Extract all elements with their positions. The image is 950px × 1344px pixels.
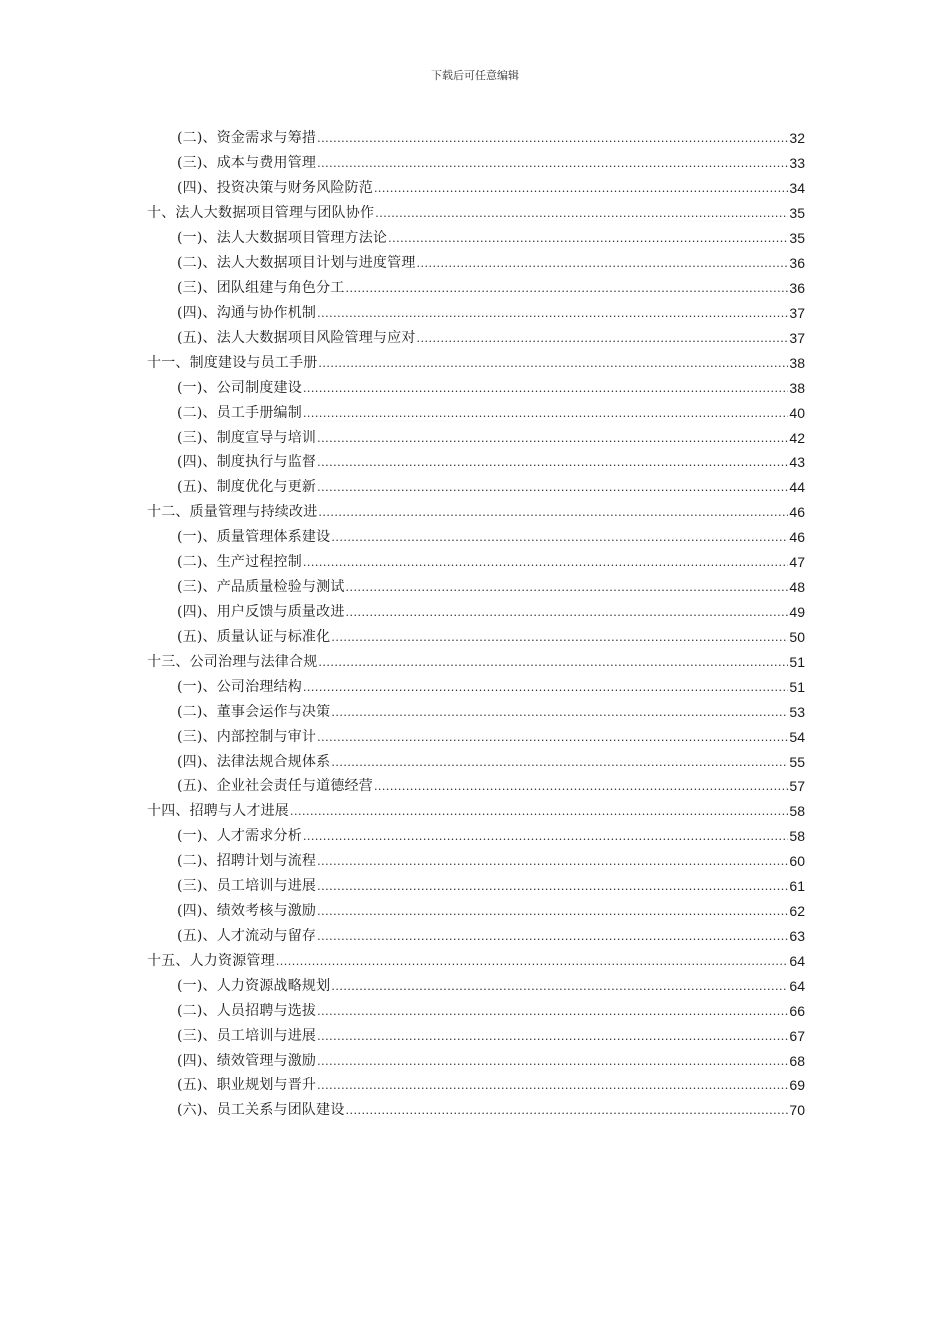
toc-page-number: 67 [789,1027,805,1044]
toc-entry-title: (五)、制度优化与更新 [177,479,317,496]
toc-entry-title: (一)、法人大数据项目管理方法论 [177,230,388,247]
toc-entry-line [177,555,805,569]
toc-page-number: 60 [789,853,805,870]
toc-page-number: 70 [789,1102,805,1119]
toc-section-entry[interactable] [0,899,950,924]
toc-dot-leader [317,1006,788,1017]
toc-page-number: 37 [789,329,805,346]
toc-entry-line [177,580,805,594]
toc-page-number: 49 [789,603,805,620]
toc-section-entry[interactable] [0,624,950,649]
toc-section-entry[interactable] [0,1048,950,1073]
toc-section-entry[interactable] [0,998,950,1023]
toc-page-number: 58 [789,803,805,820]
toc-entry-line [177,1054,805,1068]
toc-section-entry[interactable] [0,400,950,425]
toc-entry-title: (二)、员工手册编制 [177,404,302,421]
toc-entry-title: (五)、职业规划与晋升 [177,1077,317,1094]
toc-entry-title: (五)、企业社会责任与道德经营 [177,778,373,795]
toc-dot-leader [318,358,788,369]
toc-chapter-entry[interactable] [0,649,950,674]
toc-section-entry[interactable] [0,1098,950,1123]
toc-dot-leader [375,208,788,219]
toc-page-number: 64 [789,977,805,994]
toc-entry-line [177,281,805,295]
toc-entry-title: 十三、公司治理与法律合规 [147,653,318,670]
toc-entry-line [177,1004,805,1018]
toc-page-number: 58 [789,828,805,845]
toc-entry-title: (五)、人才流动与留存 [177,927,317,944]
toc-entry-title: (四)、沟通与协作机制 [177,304,317,321]
toc-section-entry[interactable] [0,325,950,350]
toc-section-entry[interactable] [0,450,950,475]
page-header: 下载后可任意编辑 [431,69,519,82]
toc-entry-title: (四)、投资决策与财务风险防范 [177,180,373,197]
toc-entry-title: (二)、生产过程控制 [177,554,302,571]
toc-page-number: 51 [789,678,805,695]
toc-section-entry[interactable] [0,724,950,749]
toc-entry-title: (三)、产品质量检验与测试 [177,579,345,596]
toc-entry-title: 十四、招聘与人才进展 [147,803,289,820]
toc-page-number: 33 [789,155,805,172]
toc-entry-line [177,854,805,868]
toc-dot-leader [290,806,788,817]
toc-dot-leader [331,632,788,643]
toc-entry-title: (二)、人员招聘与选拔 [177,1002,317,1019]
toc-section-entry[interactable] [0,550,950,575]
toc-section-entry[interactable] [0,300,950,325]
toc-entry-title: 十二、质量管理与持续改进 [147,504,318,521]
toc-dot-leader [303,682,788,693]
toc-dot-leader [317,931,788,942]
toc-entry-title: (二)、董事会运作与决策 [177,703,331,720]
toc-entry-title: (三)、员工培训与进展 [177,878,317,895]
toc-section-entry[interactable] [0,1073,950,1098]
toc-dot-leader [374,183,788,194]
toc-page-number: 66 [789,1002,805,1019]
toc-section-entry[interactable] [0,425,950,450]
toc-entry-title: (一)、人才需求分析 [177,828,302,845]
toc-dot-leader [331,981,788,992]
toc-entry-line [147,356,805,370]
toc-section-entry[interactable] [0,251,950,276]
toc-page-number: 57 [789,778,805,795]
toc-dot-leader [417,333,789,344]
toc-entry-line [177,480,805,494]
toc-section-entry[interactable] [0,699,950,724]
toc-entry-line [177,231,805,245]
toc-entry-title: (六)、员工关系与团队建设 [177,1102,345,1119]
toc-entry-line [177,156,805,170]
toc-section-entry[interactable] [0,151,950,176]
toc-entry-line [177,131,805,145]
toc-dot-leader [331,707,788,718]
toc-dot-leader [303,383,788,394]
toc-dot-leader [303,557,788,568]
toc-dot-leader [276,956,789,967]
toc-entry-title: (二)、法人大数据项目计划与进度管理 [177,255,416,272]
toc-dot-leader [317,1031,788,1042]
toc-entry-title: (一)、公司制度建设 [177,379,302,396]
toc-dot-leader [331,532,788,543]
toc-section-entry[interactable] [0,774,950,799]
toc-page-number: 53 [789,703,805,720]
toc-dot-leader [346,283,789,294]
toc-page-number: 55 [789,753,805,770]
toc-dot-leader [317,158,788,169]
toc-page-number: 36 [789,255,805,272]
toc-section-entry[interactable] [0,874,950,899]
toc-entry-title: 十一、制度建设与员工手册 [147,354,318,371]
toc-page-number: 63 [789,927,805,944]
toc-entry-line [147,954,805,968]
toc-page-number: 54 [789,728,805,745]
toc-entry-line [177,1103,805,1117]
toc-entry-line [177,929,805,943]
toc-dot-leader [388,233,788,244]
toc-section-entry[interactable] [0,1023,950,1048]
toc-section-entry[interactable] [0,575,950,600]
toc-entry-line [177,306,805,320]
toc-page-number: 44 [789,479,805,496]
toc-dot-leader [331,757,788,768]
toc-section-entry[interactable] [0,276,950,301]
toc-entry-line [177,431,805,445]
toc-chapter-entry[interactable] [0,948,950,973]
toc-page-number: 47 [789,554,805,571]
toc-section-entry[interactable] [0,824,950,849]
toc-entry-line [147,206,805,220]
toc-page-number: 61 [789,878,805,895]
toc-page-number: 69 [789,1077,805,1094]
toc-dot-leader [317,457,788,468]
toc-entry-title: (五)、法人大数据项目风险管理与应对 [177,329,416,346]
toc-entry-title: (四)、法律法规合规体系 [177,753,331,770]
toc-entry-title: (三)、制度宣导与培训 [177,429,317,446]
toc-entry-title: (五)、质量认证与标准化 [177,628,331,645]
toc-entry-line [177,979,805,993]
toc-chapter-entry[interactable] [0,201,950,226]
toc-entry-title: (三)、内部控制与审计 [177,728,317,745]
toc-entry-title: 十、法人大数据项目管理与团队协作 [147,205,375,222]
toc-entry-title: (二)、招聘计划与流程 [177,853,317,870]
toc-entry-line [177,605,805,619]
toc-entry-line [177,630,805,644]
toc-section-entry[interactable] [0,674,950,699]
toc-section-entry[interactable] [0,375,950,400]
toc-entry-line [177,705,805,719]
toc-entry-line [177,455,805,469]
toc-dot-leader [317,433,788,444]
toc-entry-line [177,406,805,420]
toc-page-number: 36 [789,279,805,296]
toc-dot-leader [346,1105,789,1116]
toc-entry-line [147,804,805,818]
toc-page-number: 37 [789,304,805,321]
toc-entry-line [177,829,805,843]
toc-dot-leader [317,482,788,493]
toc-entry-line [177,381,805,395]
toc-entry-title: (三)、员工培训与进展 [177,1027,317,1044]
toc-section-entry[interactable] [0,849,950,874]
toc-entry-title: (四)、用户反馈与质量改进 [177,603,345,620]
toc-page-number: 42 [789,429,805,446]
toc-chapter-entry[interactable] [0,350,950,375]
toc-dot-leader [303,831,788,842]
toc-entry-title: 十五、人力资源管理 [147,952,275,969]
toc-section-entry[interactable] [0,126,950,151]
toc-dot-leader [318,657,788,668]
toc-page-number: 40 [789,404,805,421]
toc-entry-title: (一)、人力资源战略规划 [177,977,331,994]
toc-entry-line [177,904,805,918]
toc-section-entry[interactable] [0,600,950,625]
toc-page-number: 38 [789,354,805,371]
toc-page-number: 38 [789,379,805,396]
toc-entry-title: (一)、质量管理体系建设 [177,529,331,546]
toc-page-number: 35 [789,205,805,222]
toc-dot-leader [317,308,788,319]
toc-entry-line [177,331,805,345]
toc-section-entry[interactable] [0,749,950,774]
toc-entry-title: (三)、成本与费用管理 [177,155,317,172]
toc-section-entry[interactable] [0,973,950,998]
toc-section-entry[interactable] [0,226,950,251]
toc-section-entry[interactable] [0,924,950,949]
toc-dot-leader [317,133,788,144]
toc-section-entry[interactable] [0,525,950,550]
toc-entry-line [177,181,805,195]
toc-dot-leader [346,607,789,618]
toc-page-number: 43 [789,454,805,471]
toc-chapter-entry[interactable] [0,799,950,824]
toc-page-number: 34 [789,180,805,197]
toc-dot-leader [346,582,789,593]
toc-dot-leader [374,781,788,792]
toc-chapter-entry[interactable] [0,500,950,525]
toc-dot-leader [317,1080,788,1091]
toc-dot-leader [318,507,788,518]
toc-entry-line [177,779,805,793]
toc-dot-leader [317,1056,788,1067]
toc-entry-line [177,680,805,694]
toc-dot-leader [317,732,788,743]
toc-entry-title: (三)、团队组建与角色分工 [177,279,345,296]
toc-entry-title: (一)、公司治理结构 [177,678,302,695]
toc-page-number: 32 [789,130,805,147]
toc-page-number: 48 [789,579,805,596]
toc-dot-leader [317,881,788,892]
toc-entry-line [147,655,805,669]
toc-entry-line [177,256,805,270]
toc-dot-leader [317,856,788,867]
toc-dot-leader [303,408,788,419]
toc-page-number: 46 [789,504,805,521]
toc-entry-line [177,879,805,893]
toc-page-number: 46 [789,529,805,546]
toc-page-number: 51 [789,653,805,670]
toc-section-entry[interactable] [0,475,950,500]
toc-page-number: 35 [789,230,805,247]
toc-entry-title: (四)、制度执行与监督 [177,454,317,471]
toc-dot-leader [417,258,789,269]
toc-section-entry[interactable] [0,176,950,201]
toc-page-number: 50 [789,628,805,645]
toc-entry-title: (四)、绩效管理与激励 [177,1052,317,1069]
toc-page-number: 62 [789,903,805,920]
table-of-contents [0,126,950,1123]
toc-entry-title: (四)、绩效考核与激励 [177,903,317,920]
toc-entry-line [177,530,805,544]
toc-entry-line [177,755,805,769]
toc-page-number: 64 [789,952,805,969]
toc-entry-line [177,1078,805,1092]
toc-page-number: 68 [789,1052,805,1069]
toc-entry-title: (二)、资金需求与筹措 [177,130,317,147]
toc-dot-leader [317,906,788,917]
toc-entry-line [147,505,805,519]
toc-entry-line [177,730,805,744]
toc-entry-line [177,1029,805,1043]
